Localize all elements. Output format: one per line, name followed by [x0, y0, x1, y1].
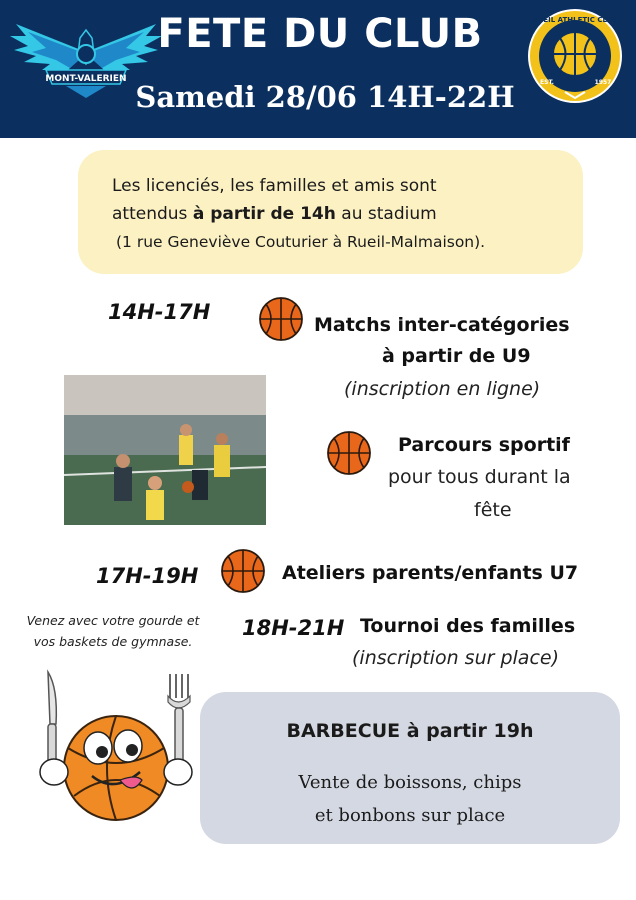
event-date: Samedi 28/06 14H-22H: [135, 80, 515, 114]
info-line-2-post: au stadium: [335, 204, 437, 224]
slot1-title-line2: à partir de U9: [382, 345, 531, 367]
slot4-note: (inscription sur place): [352, 647, 559, 669]
slot1-note: (inscription en ligne): [344, 378, 541, 400]
tip-line-2: vos baskets de gymnase.: [33, 634, 193, 649]
barbecue-line-2: et bonbons sur place: [314, 805, 506, 826]
basketball-mascot-illustration: [28, 668, 198, 828]
basketball-icon: [220, 548, 266, 594]
logo-right-est: EST.: [540, 79, 554, 86]
rueil-athletic-club-logo: [527, 8, 623, 104]
slot3-time: 17H-19H: [96, 564, 199, 588]
info-line-2: [112, 200, 572, 228]
slot2-note-line2: fête: [474, 499, 512, 521]
logo-right-year: 1957: [594, 79, 612, 86]
basketball-players-photo: [64, 375, 266, 525]
slot4-time: 18H-21H: [242, 616, 345, 640]
basketball-icon: [326, 430, 372, 476]
slot3-title: Ateliers parents/enfants U7: [282, 562, 579, 584]
logo-right-text: RUEIL ATHLETIC CLUB: [532, 16, 618, 24]
slot2-title: Parcours sportif: [398, 434, 570, 456]
slot1-time: 14H-17H: [108, 300, 211, 324]
info-line-2-pre: attendus: [112, 204, 193, 224]
slot2-note-line1: pour tous durant la: [388, 466, 571, 488]
barbecue-title: BARBECUE à partir 19h: [286, 720, 534, 742]
tip-line-1: Venez avec votre gourde et: [26, 613, 200, 628]
info-text: [112, 172, 572, 228]
basketball-icon: [258, 296, 304, 342]
info-line-2-bold: à partir de 14h: [192, 204, 336, 224]
barbecue-line-1: Vente de boissons, chips: [298, 772, 522, 793]
info-line-1: Les licenciés, les familles et amis sont: [112, 176, 437, 196]
info-address: (1 rue Geneviève Couturier à Rueil-Malmaison).: [116, 233, 486, 251]
slot4-title: Tournoi des familles: [360, 615, 576, 637]
page-title: FETE DU CLUB: [157, 11, 483, 57]
tip-text: [8, 610, 218, 652]
logo-left-text: MONT-VALERIEN: [45, 74, 127, 84]
slot1-title-line1: Matchs inter-catégories: [314, 314, 570, 336]
